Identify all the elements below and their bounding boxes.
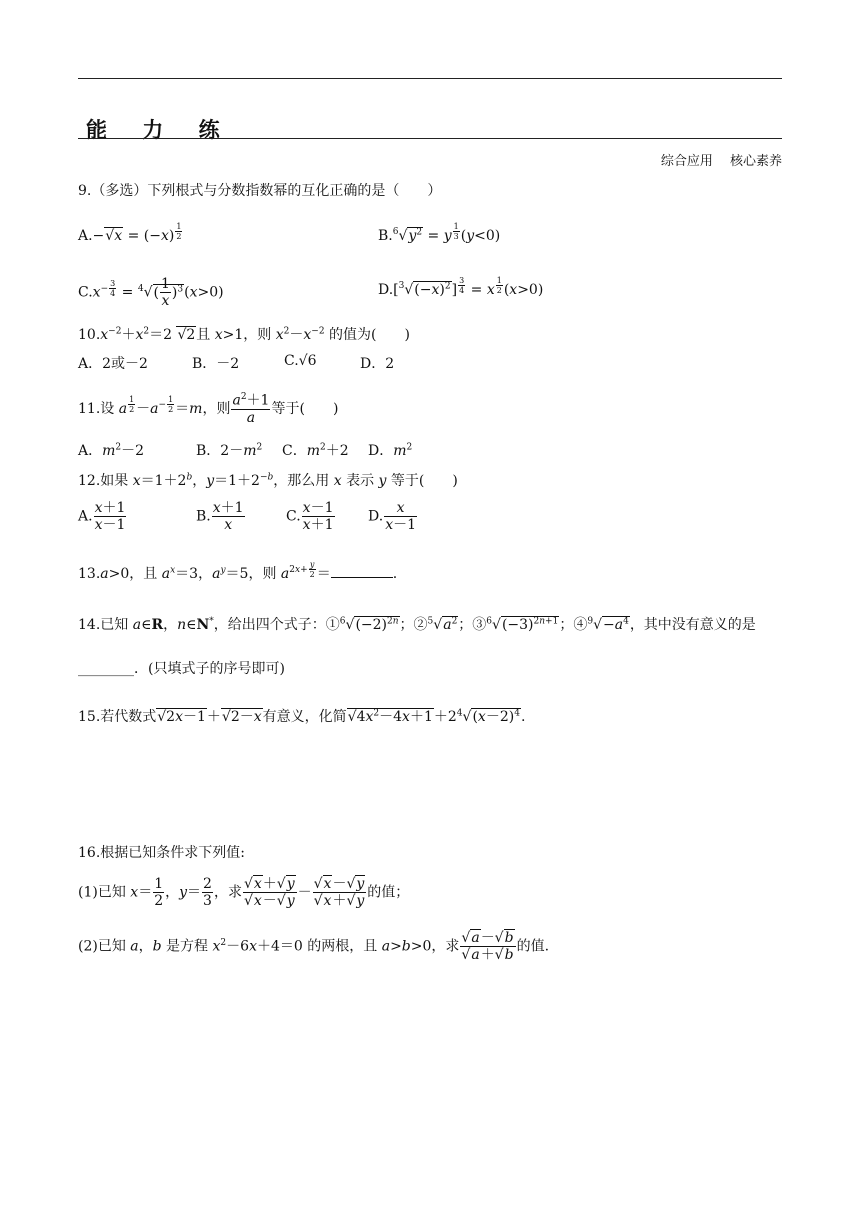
section-title: 能 力 练 [86,118,234,142]
answer-blank [331,565,393,578]
q9-option-b: $B.^6√y^2 = y$ $^{\frac{1}{3}}$ (y<0) [378,222,501,244]
header-rule [78,78,782,79]
q9-option-c: $C.x^{- \frac{3}{4}}$ = $^4$√( $\frac{1}{x}$ )$^3$(x>0) [78,276,224,310]
q11-option-a: A．$m^2-2$ [78,442,145,459]
q12-stem: 12.如果 $x=1+2^b$，$y=1+2^{-b}$，那么用 x 表示 y 等于( ) [78,472,458,489]
q9-option-d: $D.[^3√(-x)^2]$ $^{\frac{3}{4}}$ = x $^{\frac{1}{2}}$ (x>0) [378,276,544,298]
q10-option-c: C.√6 [284,353,317,369]
q14-stem: 14.已知 a∈R，n∈N*，给出四个式子：$①^6√(-2)^{2n}$；$②^5√a^2$；$③^6√(-3)^{2n+1}$；$④^9√-a^4$，其中没有意义的是 [78,616,756,633]
q10-stem: $10.x^{-2}+x^2=2$ √2且 x>1，则 $x^2-x^{-2}$ 的值为( ) [78,326,410,343]
q9-stem: 9.（多选）下列根式与分数指数幂的互化正确的是（ ） [78,183,442,199]
q11-option-d: D．$m^2$ [368,442,413,459]
q10-option-b: B．－2 [192,356,240,372]
q15-stem: 15.若代数式√2x－1＋√2－x有意义，化简$√4x^2-4x+1+2^4√(x-2)^4$. [78,708,526,725]
section-subtitle: 综合应用 核心素养 [660,154,782,169]
q16-stem: 16.根据已知条件求下列值: [78,845,245,861]
section-rule [78,138,782,139]
q12-option-b: B. $\frac{x+1}{x}$ [196,500,244,534]
q9-option-a: A.−√x = (−x) $^{\frac{1}{2}}$ [78,222,182,244]
q10-option-a: A．2或－2 [78,356,148,372]
q16-part1: (1)已知 x＝ $\frac{1}{2}$ ，y＝ $\frac{2}{3}$ ，求 $\frac{√x+√y}{√x-√y}$ － $\frac{√x-√y}{√x+√y}$ 的值； [78,876,410,910]
q13-stem: 13.a>0，且 $a^x=3$，$a^y=5$，则 $a^{2x+ \frac{y}{2}}$ ＝ . [78,560,398,582]
q11-option-c: C．$m^2+2$ [282,442,349,459]
q11-option-b: B．$2-m^2$ [196,442,263,459]
q12-option-a: A. $\frac{x+1}{x-1}$ [78,500,126,534]
q14-tail: ________．(只填式子的序号即可) [78,661,285,677]
q10-option-d: D．2 [360,356,395,372]
q12-option-d: D. $\frac{x}{x-1}$ [368,500,417,534]
q11-stem: 11.设 a $^{\frac{1}{2}}$ $-a^{- \frac{1}{2}}$ ＝m，则 $\frac{a^2+1}{a}$ 等于( ) [78,392,339,426]
q16-part2: (2)已知 a，b 是方程 $x^2-6x+4=0$ 的两根，且 a>b>0，求 $\frac{√a-√b}{√a+√b}$ 的值. [78,930,550,964]
q12-option-c: C. $\frac{x-1}{x+1}$ [286,500,334,534]
